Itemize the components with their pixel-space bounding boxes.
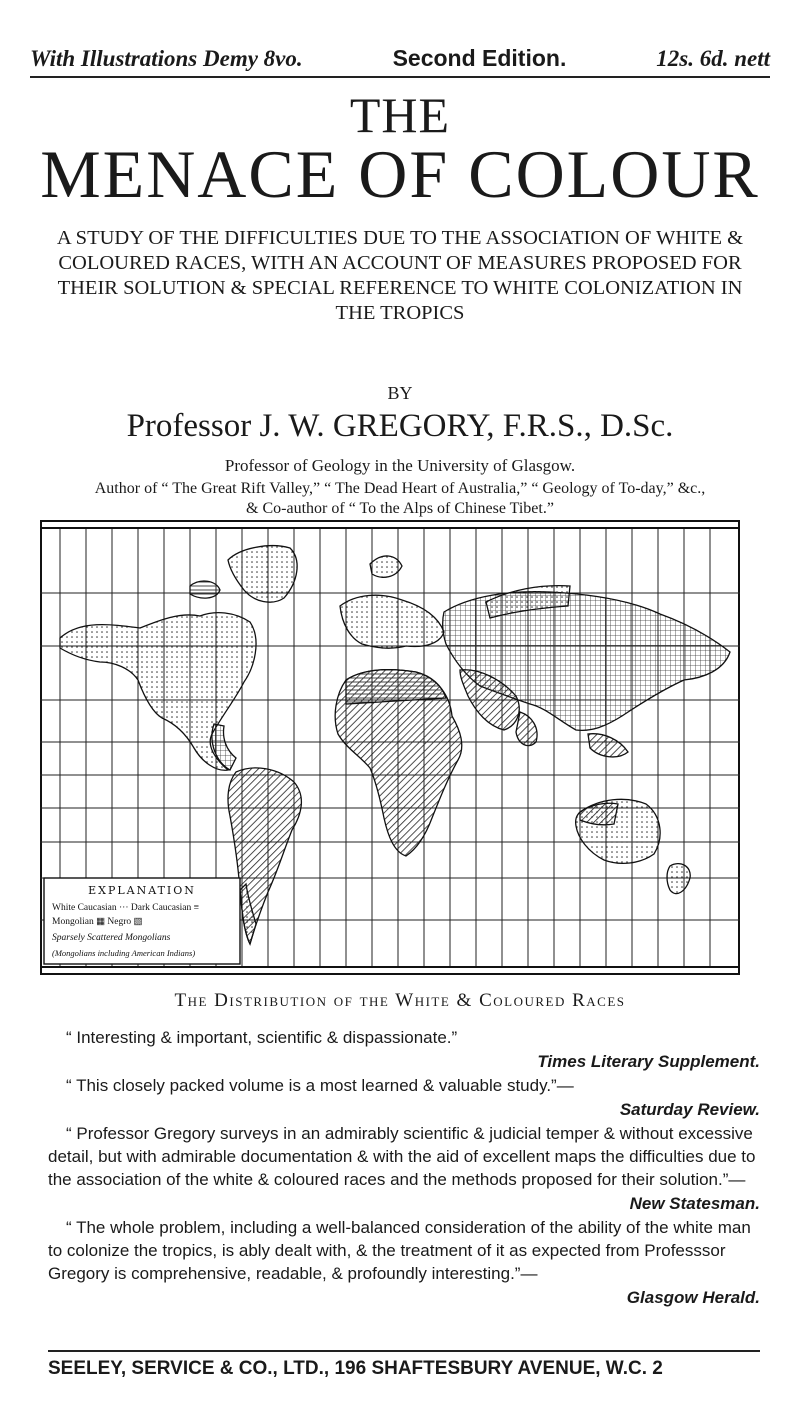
- edition-note: Second Edition.: [392, 45, 567, 71]
- world-map: [40, 520, 740, 975]
- legend-row-1: White Caucasian ··· Dark Caucasian ≡: [52, 903, 200, 913]
- map-legend: [44, 878, 240, 964]
- review-quote: “ Professor Gregory surveys in an admirably scientific & judicial temper & without excessive detail, but with admirable documentation & with the aid of excellent maps the difficulties due to the association of the white & coloured races and the methods proposed for their solution.”—: [48, 1124, 756, 1189]
- book-title: MENACE OF COLOUR: [40, 136, 760, 212]
- author-name: Professor J. W. GREGORY, F.R.S., D.Sc.: [126, 408, 674, 444]
- author-works-line1: Author of “ The Great Rift Valley,” “ The Dead Heart of Australia,” “ Geology of To-day,” &c.,: [94, 480, 706, 497]
- header-line: [30, 40, 770, 78]
- reviews: [48, 1026, 760, 1310]
- legend-row-3: Sparsely Scattered Mongolians: [52, 933, 171, 943]
- review-source: Saturday Review.: [619, 1100, 760, 1119]
- review-source: Glasgow Herald.: [626, 1288, 760, 1307]
- legend-row-2: Mongolian ▦ Negro ▧: [52, 917, 143, 927]
- price-note: 12s. 6d. nett: [656, 46, 770, 71]
- author-works-line2: & Co-author of “ To the Alps of Chinese Tibet.”: [246, 500, 554, 517]
- review-quote: “ This closely packed volume is a most learned & valuable study.”—: [66, 1076, 574, 1095]
- author-position: Professor of Geology in the University of Glasgow.: [224, 456, 576, 475]
- by-label: BY: [387, 383, 413, 403]
- review-quote: “ Interesting & important, scientific & dispassionate.”: [66, 1028, 458, 1047]
- legend-row-4: (Mongolians including American Indians): [52, 948, 196, 958]
- publisher-line: SEELEY, SERVICE & CO., LTD., 196 SHAFTESBURY AVENUE, W.C. 2: [48, 1350, 760, 1380]
- illustrations-note: With Illustrations Demy 8vo.: [30, 46, 303, 71]
- review-source: Times Literary Supplement.: [537, 1052, 760, 1071]
- title-the: THE: [349, 87, 451, 143]
- legend-title: EXPLANATION: [88, 884, 196, 897]
- review-quote: “ The whole problem, including a well-balanced consideration of the ability of the white man to colonize the tropics, is ably dealt with, & the treatment of it as expected from Professsor Gregory is comprehensive, readable, & profoundly interesting.”—: [48, 1218, 751, 1283]
- subtitle: A STUDY OF THE DIFFICULTIES DUE TO THE ASSOCIATION OF WHITE & COLOURED RACES, WITH AN ACCOUNT OF MEASURES PROPOSED FOR THEIR SOLUTION & SPECIAL REFERENCE TO WHITE COLONIZATION IN THE TROPICS: [56, 227, 744, 324]
- map-caption: The Distribution of the White & Coloured Races: [174, 990, 626, 1011]
- author-works: [30, 479, 770, 519]
- review-source: New Statesman.: [629, 1194, 760, 1213]
